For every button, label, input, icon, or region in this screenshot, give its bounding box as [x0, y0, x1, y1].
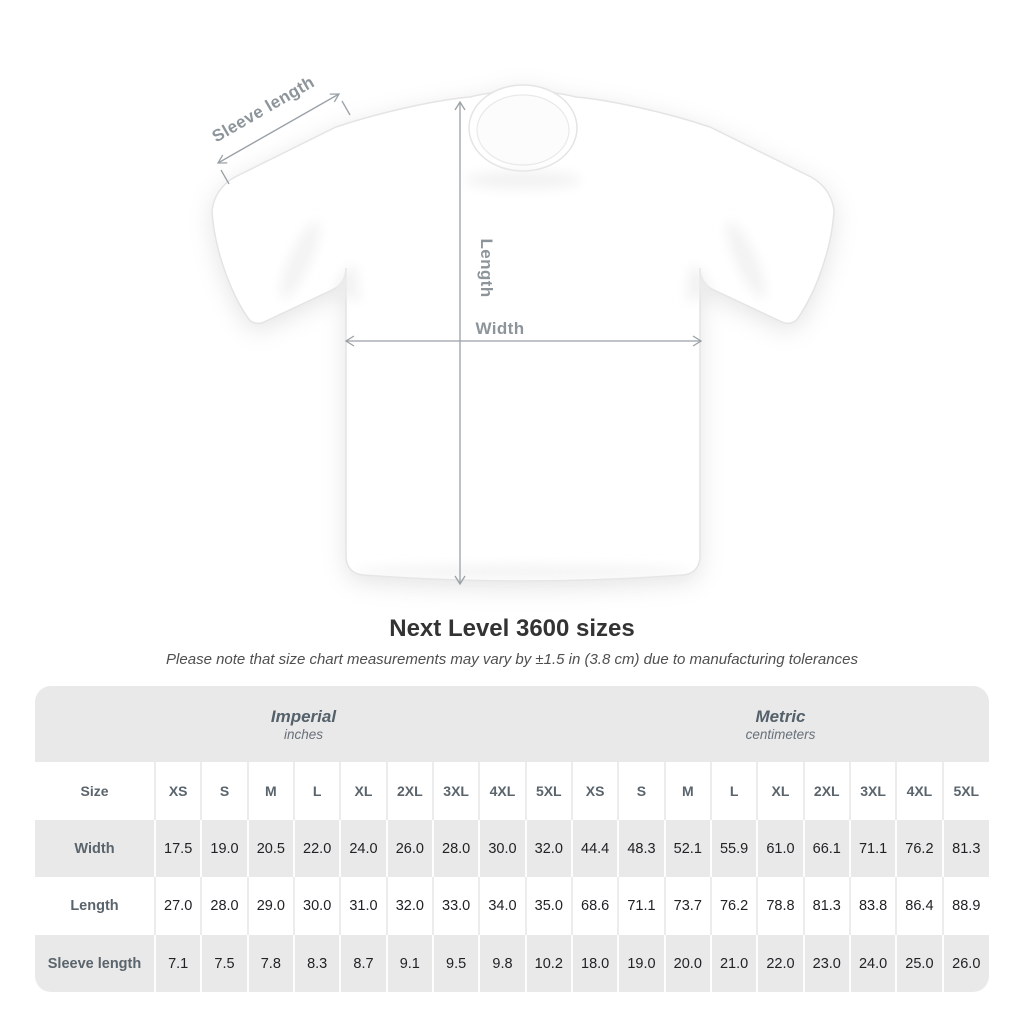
tolerance-note: Please note that size chart measurements may vary by ±1.5 in (3.8 cm) due to manufacturing tolerances: [166, 651, 858, 668]
column-header: 4XL: [479, 762, 525, 820]
column-header: XL: [340, 762, 386, 820]
value-cell: 32.0: [387, 877, 433, 935]
value-cell: 34.0: [479, 877, 525, 935]
metric-label: Metric: [755, 706, 806, 726]
value-cell: 28.0: [433, 820, 479, 877]
value-cell: 76.2: [711, 877, 757, 935]
value-cell: 61.0: [757, 820, 803, 877]
page-title: Next Level 3600 sizes: [389, 615, 635, 642]
column-header: 5XL: [943, 762, 989, 820]
column-header: L: [711, 762, 757, 820]
value-cell: 9.5: [433, 935, 479, 992]
imperial-label: Imperial: [270, 706, 337, 726]
column-header: 4XL: [896, 762, 942, 820]
value-cell: 22.0: [294, 820, 340, 877]
value-cell: 29.0: [248, 877, 294, 935]
column-header: 2XL: [804, 762, 850, 820]
value-cell: 9.8: [479, 935, 525, 992]
value-cell: 30.0: [479, 820, 525, 877]
value-cell: 71.1: [618, 877, 664, 935]
value-cell: 28.0: [201, 877, 247, 935]
value-cell: 78.8: [757, 877, 803, 935]
value-cell: 7.5: [201, 935, 247, 992]
value-cell: 19.0: [618, 935, 664, 992]
value-cell: 73.7: [665, 877, 711, 935]
value-cell: 7.1: [155, 935, 201, 992]
value-cell: 71.1: [850, 820, 896, 877]
column-header: S: [201, 762, 247, 820]
value-cell: 20.0: [665, 935, 711, 992]
value-cell: 52.1: [665, 820, 711, 877]
value-cell: 31.0: [340, 877, 386, 935]
value-cell: 68.6: [572, 877, 618, 935]
metric-group-header: [572, 686, 989, 762]
collar-inner: [477, 95, 569, 165]
column-header-row: [35, 762, 989, 820]
value-cell: 30.0: [294, 877, 340, 935]
imperial-sublabel: inches: [283, 727, 323, 743]
value-cell: 81.3: [804, 877, 850, 935]
row-label: Sleeve length: [35, 935, 155, 992]
size-table: [35, 686, 989, 992]
imperial-group-header: [35, 686, 572, 762]
value-cell: 19.0: [201, 820, 247, 877]
column-header: XL: [757, 762, 803, 820]
column-header: XS: [572, 762, 618, 820]
column-header: 3XL: [850, 762, 896, 820]
value-cell: 8.7: [340, 935, 386, 992]
value-cell: 83.8: [850, 877, 896, 935]
column-header: M: [665, 762, 711, 820]
value-cell: 8.3: [294, 935, 340, 992]
value-cell: 24.0: [850, 935, 896, 992]
value-cell: 27.0: [155, 877, 201, 935]
length-label: Length: [477, 238, 496, 298]
value-cell: 76.2: [896, 820, 942, 877]
value-cell: 81.3: [943, 820, 989, 877]
value-cell: 55.9: [711, 820, 757, 877]
value-cell: 25.0: [896, 935, 942, 992]
value-cell: 26.0: [387, 820, 433, 877]
value-cell: 26.0: [943, 935, 989, 992]
value-cell: 18.0: [572, 935, 618, 992]
column-header: XS: [155, 762, 201, 820]
value-cell: 7.8: [248, 935, 294, 992]
value-cell: 66.1: [804, 820, 850, 877]
metric-sublabel: centimeters: [745, 727, 816, 743]
value-cell: 35.0: [526, 877, 572, 935]
sleeve-length-label: Sleeve length: [208, 72, 318, 147]
value-cell: 48.3: [618, 820, 664, 877]
value-cell: 44.4: [572, 820, 618, 877]
column-header: S: [618, 762, 664, 820]
row-label: Length: [35, 877, 155, 935]
column-header: M: [248, 762, 294, 820]
table-row-width: [35, 820, 989, 877]
value-cell: 86.4: [896, 877, 942, 935]
value-cell: 24.0: [340, 820, 386, 877]
table-row-sleeve-length: [35, 935, 989, 992]
width-label: Width: [475, 319, 525, 338]
value-cell: 20.5: [248, 820, 294, 877]
value-cell: 22.0: [757, 935, 803, 992]
value-cell: 10.2: [526, 935, 572, 992]
row-label: Width: [35, 820, 155, 877]
table-row-length: [35, 877, 989, 935]
unit-group-row: [35, 686, 989, 762]
value-cell: 32.0: [526, 820, 572, 877]
size-header: Size: [35, 762, 155, 820]
value-cell: 21.0: [711, 935, 757, 992]
value-cell: 88.9: [943, 877, 989, 935]
column-header: L: [294, 762, 340, 820]
value-cell: 23.0: [804, 935, 850, 992]
column-header: 5XL: [526, 762, 572, 820]
value-cell: 17.5: [155, 820, 201, 877]
value-cell: 33.0: [433, 877, 479, 935]
column-header: 2XL: [387, 762, 433, 820]
column-header: 3XL: [433, 762, 479, 820]
value-cell: 9.1: [387, 935, 433, 992]
